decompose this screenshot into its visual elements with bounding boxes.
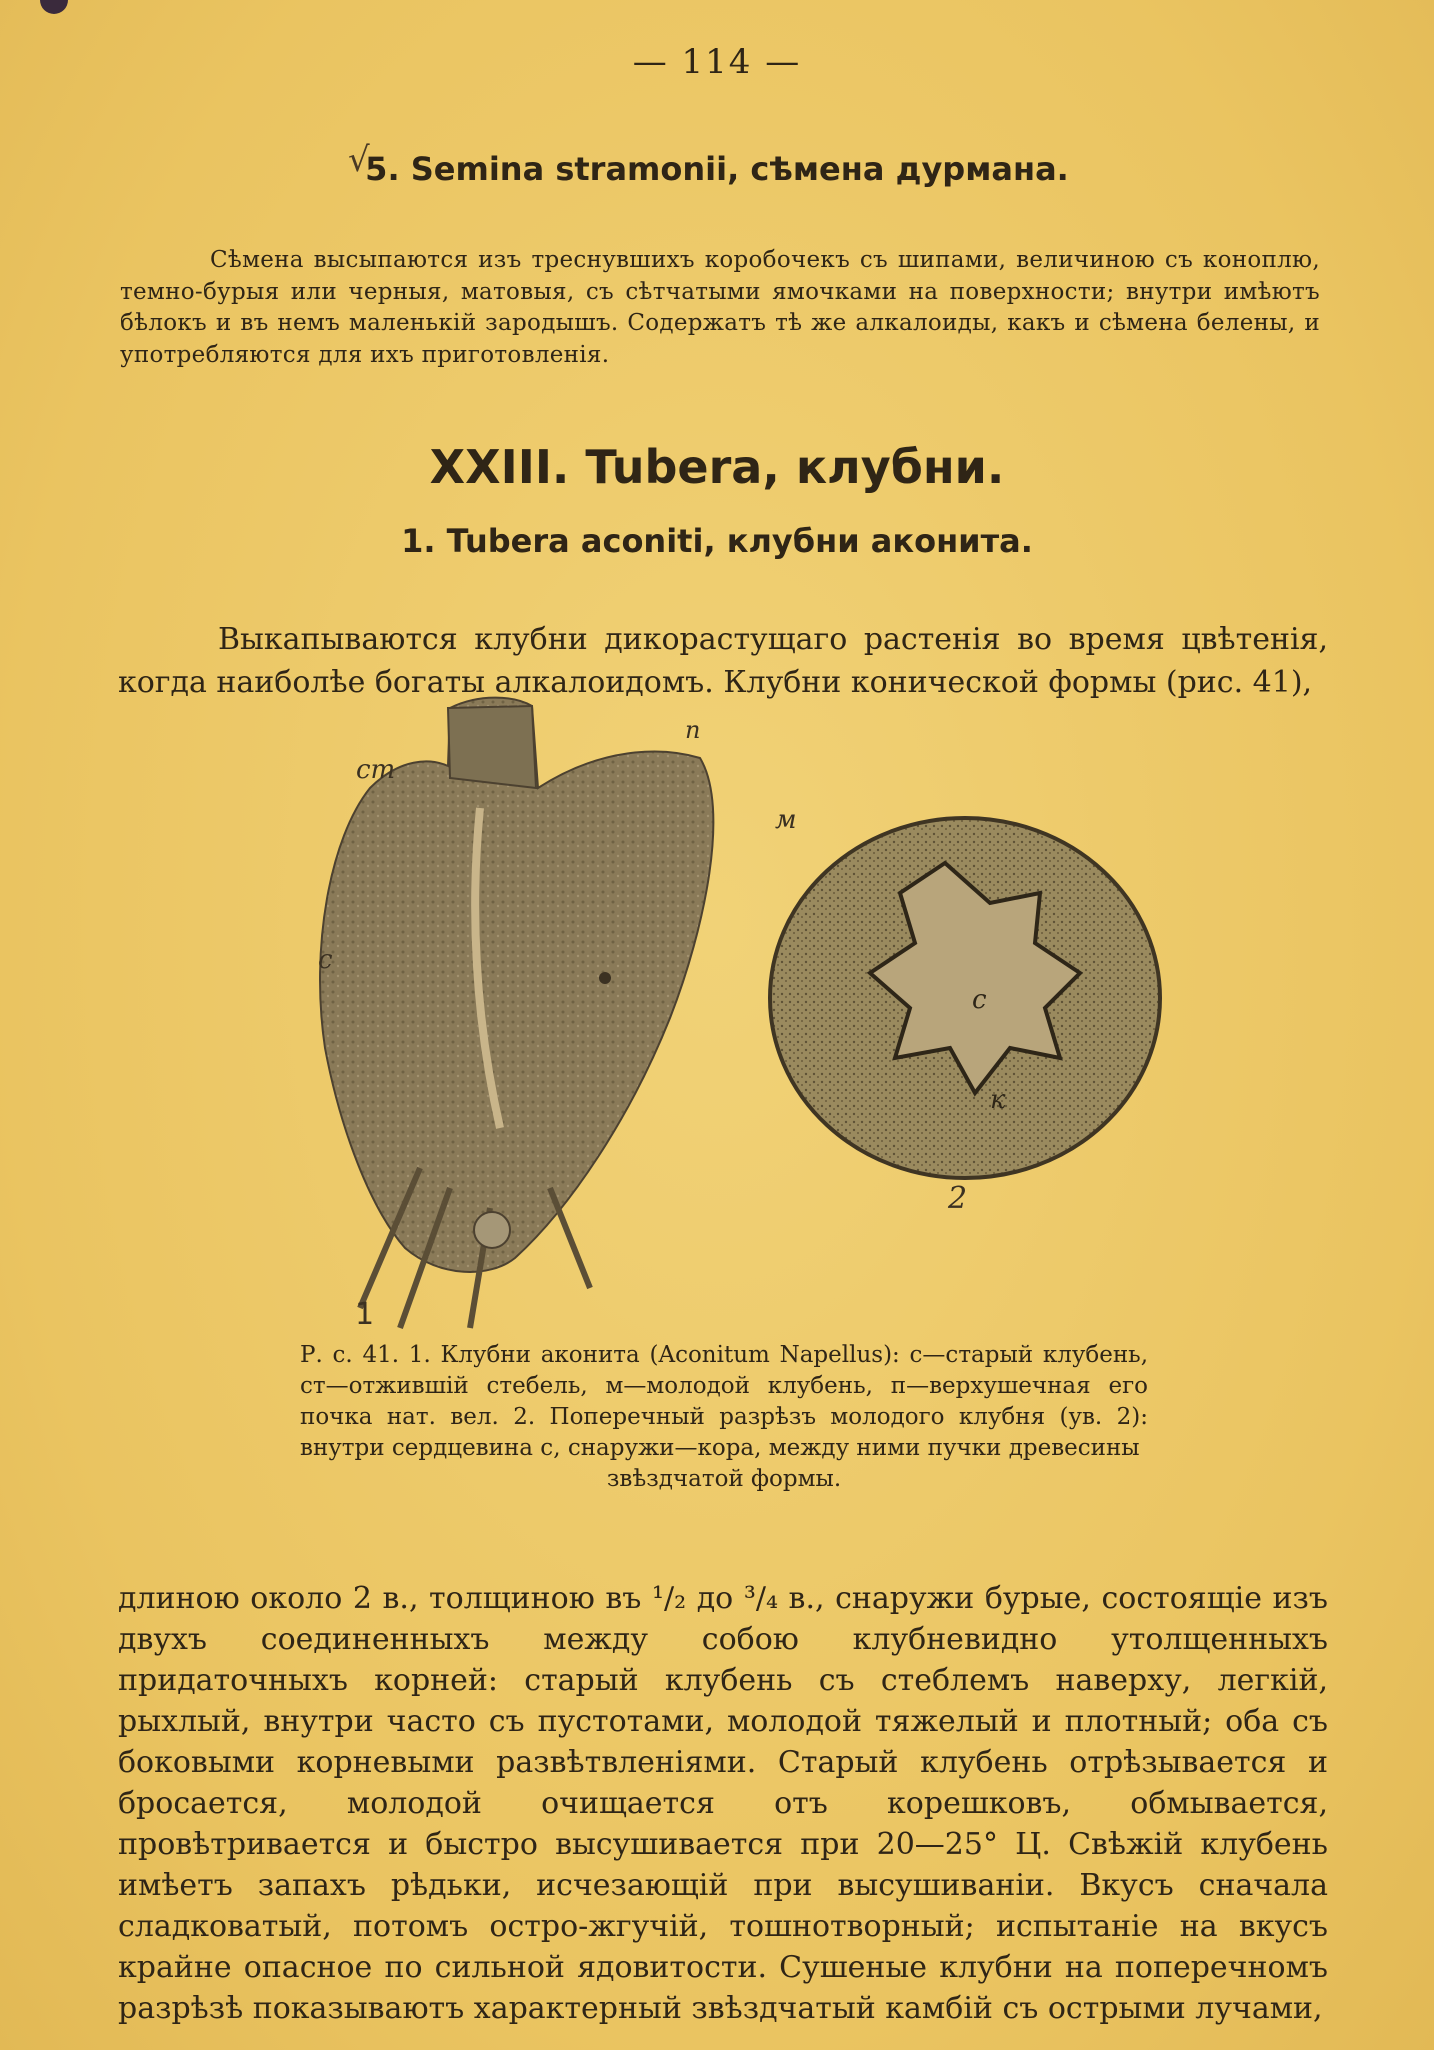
- figure-caption-main: Р. с. 41. 1. Клубни аконита (Aconitum Napellus): с—старый клубень, ст—отжившій стебель, м—молодой клубень, п—верхушечная его почка нат. вел. 2. Поперечный разрѣзъ молодого клубня (ув. 2): внутри сердцевина с, снаружи—кора, между ними пучки древесины: [300, 1342, 1148, 1461]
- figure-caption-last-line: звѣздчатой формы.: [606, 1466, 842, 1492]
- tuber-drawing: [320, 698, 713, 1328]
- page-number: — 114 —: [632, 42, 802, 82]
- label-2: 2: [948, 1181, 968, 1216]
- label-st: ст: [356, 755, 396, 785]
- chapter-heading: XXIII. Tubera, клубни.: [429, 440, 1005, 494]
- label-n: п: [685, 716, 701, 744]
- intro-paragraph: Выкапываются клубни дикорастущаго растенія во время цвѣтенія, когда наиболѣе богаты алкалоидомъ. Клубни конической формы (рис. 41),: [118, 622, 1328, 700]
- label-s-left: с: [318, 945, 333, 975]
- label-k: к: [990, 1085, 1006, 1115]
- check-mark: √: [348, 140, 370, 180]
- section-5-paragraph: Сѣмена высыпаются изъ треснувшихъ коробочекъ съ шипами, величиною съ коноплю, темно-бурыя или черныя, матовыя, съ сѣтчатыми ямочками на поверхности; внутри имѣютъ бѣлокъ и въ немъ маленькій зародышъ. Содержатъ тѣ же алкалоиды, какъ и сѣмена белены, и употребляются для ихъ приготовленія.: [120, 247, 1320, 368]
- aconite-figure: [300, 688, 1180, 1338]
- body-paragraph: длиною около 2 в., толщиною въ ¹/₂ до ³/₄ в., снаружи бурые, состоящіе изъ двухъ соединенныхъ между собою клубневидно утолщенныхъ придаточныхъ корней: старый клубень съ стеблемъ наверху, легкій, рыхлый, внутри часто съ пустотами, молодой тяжелый и плотный; оба съ боковыми корневыми развѣтвленіями. Старый клубень отрѣзывается и бросается, молодой очищается отъ корешковъ, обмывается, провѣтривается и быстро высушивается при 20—25° Ц. Свѣжій клубень имѣетъ запахъ рѣдьки, исчезающій при высушиваніи. Вкусъ сначала сладковатый, потомъ остро-жгучій, тошнотворный; испытаніе на вкусъ крайне опасное по сильной ядовитости. Сушеные клубни на поперечномъ разрѣзѣ показываютъ характерный звѣздчатый камбій съ острыми лучами,: [118, 1581, 1328, 2026]
- cross-section-drawing: [770, 818, 1160, 1178]
- label-m: м: [775, 805, 797, 835]
- ink-mark: [40, 0, 68, 14]
- label-s-center: с: [972, 985, 987, 1015]
- label-1: 1: [355, 1297, 375, 1332]
- section-5-heading: 5. Semina stramonii, сѣмена дурмана.: [365, 150, 1069, 188]
- subsection-1-heading: 1. Tubera aconiti, клубни аконита.: [401, 522, 1033, 560]
- figure-caption: [300, 1340, 1148, 1495]
